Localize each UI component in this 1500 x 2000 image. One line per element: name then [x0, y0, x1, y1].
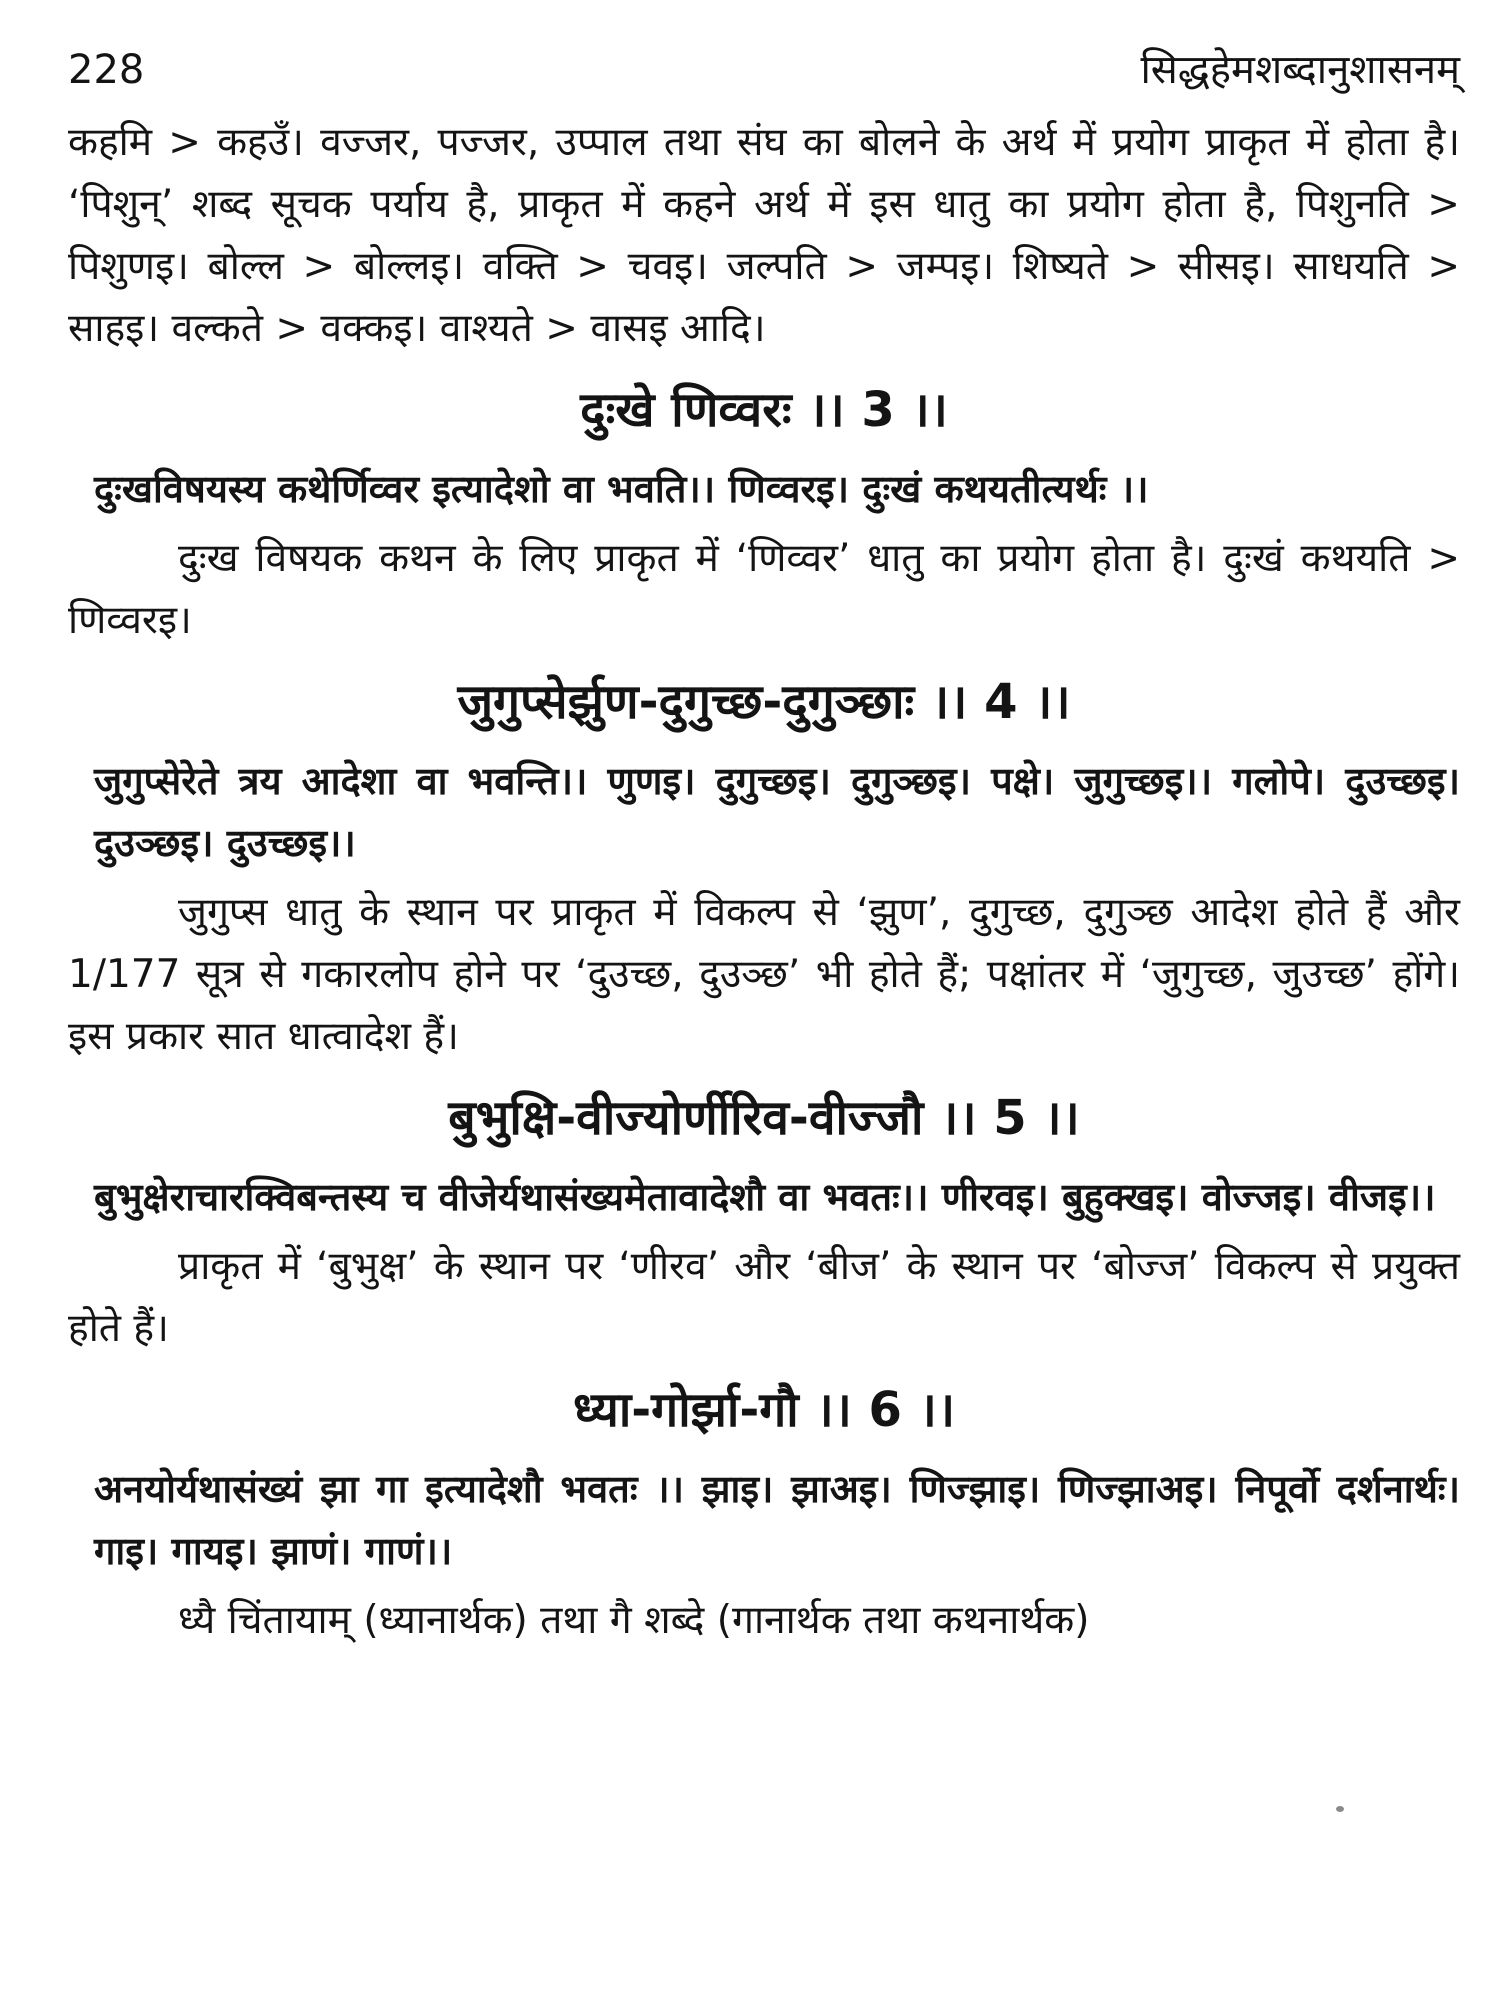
sutra-commentary-4: जुगुप्सेरेते त्रय आदेशा वा भवन्ति।। णुणइ। दुगुच्छइ। दुगुञ्छइ। पक्षे। जुगुच्छइ।। गलोपे। दुउच्छइ। दुउञ्छइ। दुउच्छइ।। [94, 759, 1460, 865]
page-number: 228 [68, 47, 145, 93]
sutra-commentary-3: दुःखविषयस्य कथेर्णिव्वर इत्यादेशो वा भवति।। णिव्वरइ। दुःखं कथयतीत्यर्थः ।। [94, 467, 1149, 511]
sutra-section-3 [68, 372, 1460, 652]
sutra-heading-3: दुःखे णिव्वरः ।। 3 ।। [580, 382, 948, 438]
ink-speck [1336, 1806, 1344, 1812]
sutra-heading-5: बुभुक्षि-वीज्योर्णीरिव-वीज्जौ ।। 5 ।। [448, 1090, 1080, 1146]
hindi-explanation-4: जुगुप्स धातु के स्थान पर प्राकृत में विकल्प से ‘झुण’, दुगुच्छ, दुगुञ्छ आदेश होते हैं और 1/177 सूत्र से गकारलोप होने पर ‘दुउच्छ, दुउञ्छ’ भी होते हैं; पक्षांतर में ‘जुगुच्छ, जुउच्छ’ होंगे। इस प्रकार सात धात्वादेश हैं। [68, 890, 1460, 1059]
sutra-section-5 [68, 1080, 1460, 1360]
hindi-explanation-3: दुःख विषयक कथन के लिए प्राकृत में ‘णिव्वर’ धातु का प्रयोग होता है। दुःखं कथयति > णिव्वरइ। [68, 536, 1460, 643]
sutra-heading-4: जुगुप्सेर्झुण-दुगुच्छ-दुगुञ्छाः ।। 4 ।। [457, 674, 1071, 730]
book-title: सिद्धहेमशब्दानुशासनम् [1140, 47, 1460, 93]
hindi-explanation-5: प्राकृत में ‘बुभुक्ष’ के स्थान पर ‘णीरव’ और ‘बीज’ के स्थान पर ‘बोज्ज’ विकल्प से प्रयुक्त होते हैं। [68, 1244, 1460, 1351]
hindi-explanation-6: ध्यै चिंतायाम् (ध्यानार्थक) तथा गै शब्दे (गानार्थक तथा कथनार्थक) [178, 1598, 1090, 1643]
sutra-section-6 [68, 1372, 1460, 1652]
sutra-commentary-5: बुभुक्षेराचारक्विबन्तस्य च वीजेर्यथासंख्यमेतावादेशौ वा भवतः।। णीरवइ। बुहुक्खइ। वोज्जइ। वीजइ।। [94, 1175, 1436, 1219]
sutra-heading-6: ध्या-गोर्झा-गौ ।। 6 ।। [572, 1382, 956, 1438]
running-head [68, 40, 1460, 98]
intro-paragraph: कहमि > कहउँ। वज्जर, पज्जर, उप्पाल तथा संघ का बोलने के अर्थ में प्रयोग प्राकृत में होता है। ‘पिशुन्’ शब्द सूचक पर्याय है, प्राकृत में कहने अर्थ में इस धातु का प्रयोग होता है, पिशुनति > पिशुणइ। बोल्ल > बोल्लइ। वक्ति > चवइ। जल्पति > जम्पइ। शिष्यते > सीसइ। साधयति > साहइ। वल्कते > वक्कइ। वाश्यते > वासइ आदि। [68, 120, 1460, 351]
sutra-section-4 [68, 664, 1460, 1068]
sutra-commentary-6: अनयोर्यथासंख्यं झा गा इत्यादेशौ भवतः ।। झाइ। झाअइ। णिज्झाइ। णिज्झाअइ। निपूर्वो दर्शनार्थः। गाइ। गायइ। झाणं। गाणं।। [94, 1467, 1460, 1573]
